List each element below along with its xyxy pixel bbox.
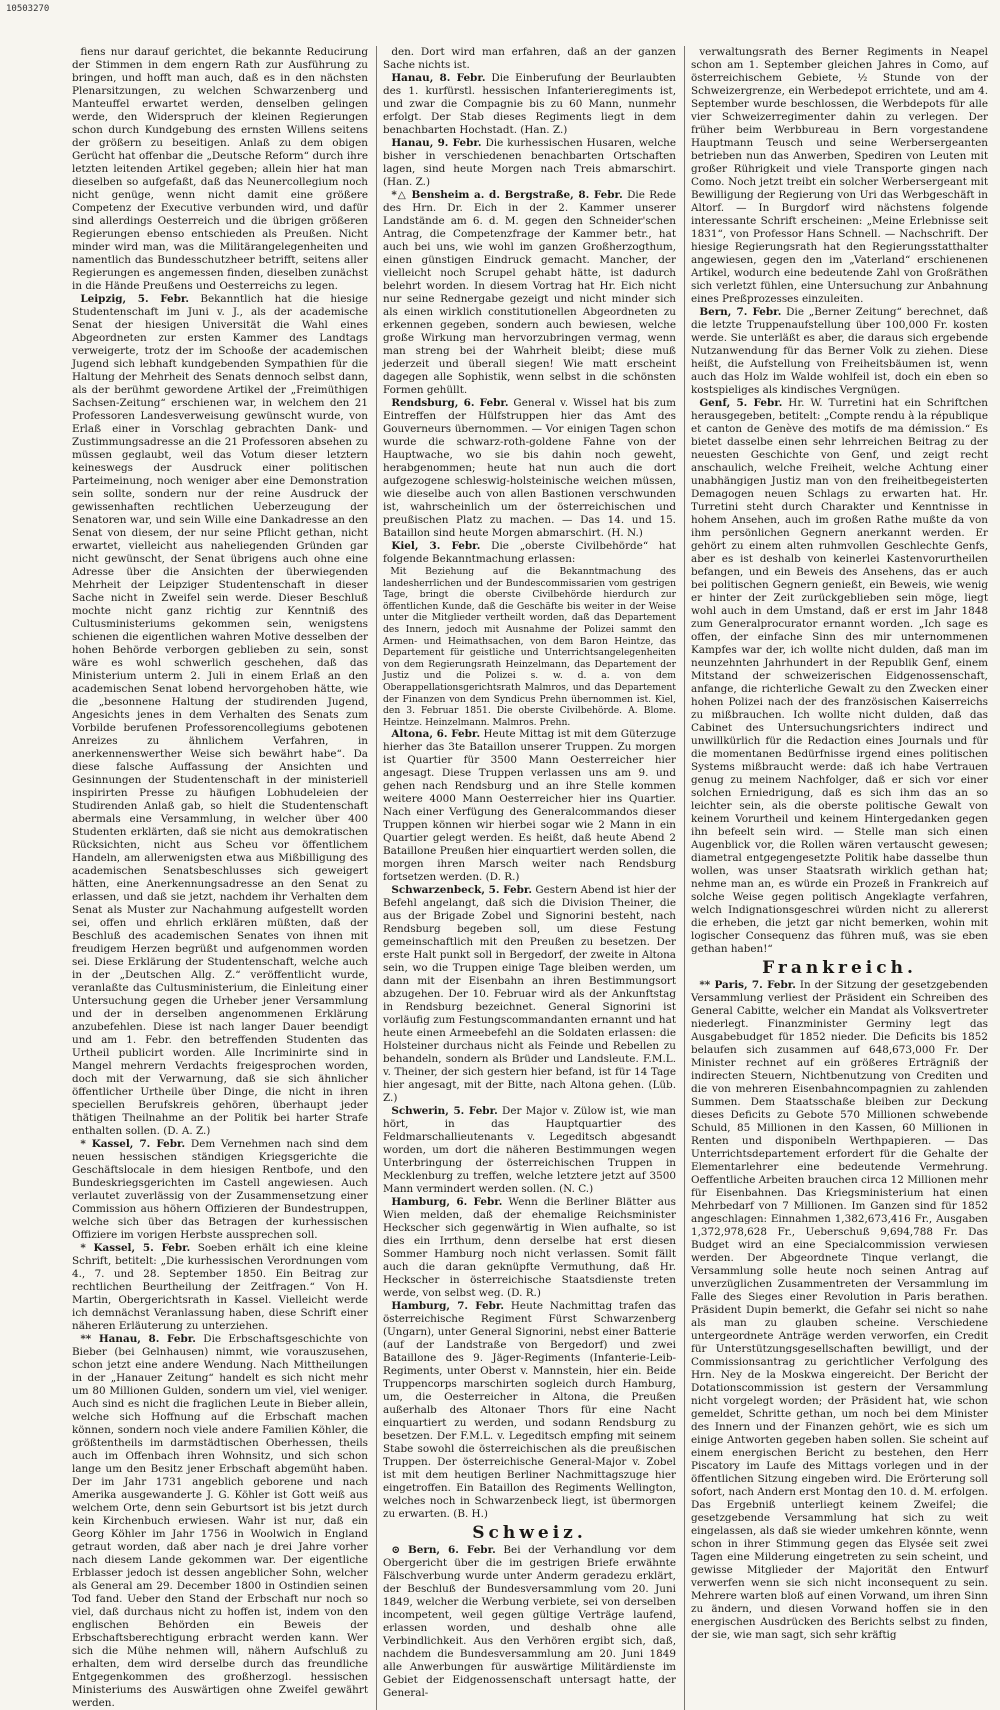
column-3 — [684, 46, 988, 1710]
article-paragraph — [72, 46, 368, 293]
article-dateline: Altona, 6. Febr. — [391, 728, 481, 741]
article-text: Die Einberufung der Beurlaubten des 1. kurfürstl. hessischen Infanterieregiments ist, und zwar die Compagnie bis zu 60 Mann, nunmehr erfolgt. Der Stab dieses Regiments liegt in dem benachbarten Hochstadt. (Han. Z.) — [383, 72, 676, 136]
article-text: General v. Wissel hat bis zum Eintreffen der Hülfstruppen hier das Amt des Gouverneurs übernommen. — Vor einigen Tagen schon wurde die schwarz-roth-goldene Fahne von der Hauptwache, wo sie bis dahin noch geweht, herabgenommen; heute hat nun auch die dort aufgezogene schleswig-holsteinische weichen müssen, wie dieselbe auch von allen Bastionen verschwunden ist, wahrscheinlich um der österreichischen und preußischen Platz zu machen. — Das 14. und 15. Bataillon sind heute Morgen abmarschirt. (H. N.) — [383, 397, 676, 539]
article-paragraph — [383, 728, 676, 884]
article-text: Mit Beziehung auf die Bekanntmachung des landesherrlichen und der Bundescommissarien vom gestrigen Tage, bringt die oberste Civilbehörde hierdurch zur öffentlichen Kunde, daß die Geschäfte bis weiter in der Weise unter die Mitglieder vertheilt worden, daß das Departement des Innern, jedoch mit Ausnahme der Polizei sammt den Armen- und Heimathsachen, von dem Baron Heintze, das Departement für geistliche und Unterrichtsangelegenheiten von dem Regierungsrath Heinzelmann, das Departement der Justiz und die Polizei s. w. d. a. von dem Oberappellationsgerichtsrath Malmros, und das Departement der Finanzen von dem Syndicus Prehn übernommen ist. Kiel, den 3. Februar 1851. Die oberste Civilbehörde. A. Blome. Heintze. Heinzelmann. Malmros. Prehn. — [383, 566, 676, 728]
article-dateline: Schwarzenbeck, 5. Febr. — [391, 884, 532, 897]
article-paragraph — [383, 1544, 676, 1700]
article-text: Dem Vernehmen nach sind dem neuen hessischen ständigen Kriegsgerichte die Geschäftslocale in dem hiesigen Rentbofe, und den Bundeskriegsgerichten im Castell angewiesen. Auch verlautet zuverlässig von der Zusammensetzung einer Commission aus höhern Offizieren der Bundestruppen, welche sich über das Betragen der kurhessischen Offiziere im vorigen Herbste aussprechen soll. — [72, 1138, 368, 1241]
section-heading: Frankreich. — [762, 958, 917, 978]
article-dateline: *△ Bensheim a. d. Bergstraße, 8. Febr. — [391, 189, 623, 201]
section-heading: Schweiz. — [472, 1523, 587, 1544]
article-dateline: ** Hanau, 8. Febr. — [80, 1333, 196, 1345]
article-dateline: Rendsburg, 6. Febr. — [391, 397, 509, 409]
article-text: Die „Berner Zeitung“ berechnet, daß die letzte Truppenaufstellung über 100,000 Fr. kosten werde. Sie unterläßt es aber, die daraus sich ergebende Nutzanwendung für das Berner Volk zu ziehen. Diese heißt, die Aufstellung von Freiheitsbäumen ist, wenn auch das Holz im Walde wohlfeil ist, doch ein eben so kostspieliges als kindisches Vergnügen. — [691, 306, 988, 396]
article-text: Die „oberste Civilbehörde“ hat folgende Bekanntmachung erlassen: — [383, 540, 676, 565]
article-paragraph — [383, 566, 676, 728]
article-dateline: ** Paris, 7. Febr. — [699, 979, 796, 991]
article-paragraph — [383, 540, 676, 566]
article-dateline: Kiel, 3. Febr. — [391, 540, 481, 552]
article-dateline: Hanau, 9. Febr. — [391, 137, 482, 149]
column-2 — [376, 46, 676, 1710]
article-text: Gestern Abend ist hier der Befehl angelangt, daß sich die Division Theiner, die aus der Brigade Zobel und Signorini besteht, nach Rendsburg begeben soll, um diese Festung gemeinschaftlich mit den Preußen zu besetzen. Der erste Halt punkt soll in Bergedorf, der zweite in Altona sein, wo die Truppen einige Tage bleiben werden, um dann mit der Eisenbahn an ihren Bestimmungsort abzugehen. Der 10. Februar wird als der Ankunftstag in Rendsburg bezeichnet. General Signorini ist vorläufig zum Festungscommandanten ernannt und hat heute einen Armeebefehl an die Soldaten erlassen: die Holsteiner durchaus nicht als Feinde und Rebellen zu behandeln, sondern als Brüder und Landsleute. F.M.L. v. Theiner, der sich gestern hier befand, ist für 14 Tage hier angesagt, mit der Bitte, nach Altona gehen. (Lüb. Z.) — [383, 884, 676, 1105]
article-dateline: Hanau, 8. Febr. — [391, 72, 486, 84]
article-text: In der Sitzung der gesetzgebenden Versammlung verliest der Präsident ein Schreiben des General Cabitte, welcher ein Mandat als Volksvertreter niederlegt. Finanzminister Germiny legt das Ausgabebudget für 1852 nieder. Die Deficits bis 1852 belaufen sich zusammen auf 648,673,000 Fr. Der Minister rechnet auf ein größeres Erträgniß der indirecten Steuern, Nichtbenutzung von Crediten und die von mehreren Eisenbahncompagnien zu zahlenden Summen. Dem Staatsschaße bleiben zur Deckung dieses Deficits zu Gebote 570 Millionen schwebende Schuld, 85 Millionen in den Kassen, 60 Millionen in Renten und disponibeln Werthpapieren. — Das Unterrichtsdepartement erfordert für die Gehalte der Elementarlehrer eine bedeutende Vermehrung. Oeffentliche Arbeiten brauchen circa 12 Millionen mehr für Eisenbahnen. Das Kriegsministerium hat einen Mehrbedarf von 7 Millionen. Im Ganzen sind für 1852 angeschlagen: Einnahmen 1,382,673,416 Fr., Ausgaben 1,372,978,628 Fr., Ueberschuß 9,694,788 Fr. Das Budget wird an eine Specialcommission verwiesen werden. Der Abgeordnete Tinque verlangt, die Versammlung solle heute noch seinen Antrag auf unverzüglichen Zusammentreten der Versammlung im Falle des Sieges einer Revolution in Paris berathen. Präsident Dupin bemerkt, die Gefahr sei nicht so nahe als man zu glauben scheine. Verschiedene untergeordnete Anträge werden verworfen, ein Credit für Unterstützungsgesellschaften bewilligt, und der Commissionsantrag zu gerichtlicher Verfolgung des Hrn. Ney de la Moskwa eingereicht. Der Bericht der Dotationscommission ist gestern der Versammlung nicht vorgelegt worden; der Präsident hat, wie schon gemeldet, Schritte gethan, um noch bei dem Minister des Innern und der Finanzen gehört, wie es sich um einige Antworten gegeben haben sollen. Sie scheint auf einem energischen Bericht zu bestehen, den Herr Piscatory im Laufe des Mittags vorlegen und in der öffentlichen Sitzung eingeben wird. Die Erörterung soll sofort, nach Andern erst Montag den 10. d. M. erfolgen. Das Ergebniß unterliegt keinem Zweifel; die gesetzgebende Versammlung hat sich zu weit eingelassen, als daß sie wieder umkehren könnte, wenn schon in ihrer Stimmung gegen das Elysée seit zwei Tagen eine Milderung eingetreten zu sein scheint, und gewisse Mitglieder der Majorität den Entwurf verwerfen wenn sie sich nicht inconsequent zu sein. Mehrere warten bloß auf einen Vorwand, um ihren Sinn zu ändern, und diesen Vorwand hoffen sie in den energischen Ausdrücken des Berichts selbst zu finden, der sie, wie man sagt, sich sehr kräftig — [691, 979, 988, 1641]
article-paragraph — [383, 137, 676, 189]
column-1 — [72, 46, 368, 1710]
article-dateline: * Kassel, 7. Febr. — [80, 1138, 186, 1150]
article-paragraph — [383, 1196, 676, 1300]
article-text: Bekanntlich hat die hiesige Studentenschaft im Juni v. J., als der academische Senat der hiesigen Universität die Wahl eines Abgeordneten zur ersten Kammer des Landtags verweigerte, trotz der im Schooße der academischen Jugend sich lebhaft kundgebenden Sympathien für die Haltung der Mehrheit des Senats dennoch selbst dann, als der berühmt gewordene Artikel der „Freimüthigen Sachsen-Zeitung“ erschienen war, in welchem den 21 Professoren Landesverweisung gewünscht wurde, von Erlaß einer in Vorschlag gebrachten Dank- und Zustimmungsadresse an die 21 Professoren absehen zu müssen geglaubt, weil das Votum dieser letztern keineswegs der Ausdruck einer politischen Parteimeinung, noch weniger aber eine Demonstration sein sollte, sondern nur der reine Ausdruck der gewissenhaften rechtlichen Ueberzeugung der Senatoren war, und sein Wille eine Dankadresse an den Senat von diesem, der nur seine Pflicht gethan, nicht erwartet, vielleicht aus naheliegenden Gründen gar nicht gewünscht, der Senat übrigens auch ohne eine Adresse über die Ansichten der überwiegenden Mehrheit der Leipziger Studentenschaft in dieser Sache nicht in Zweifel sein werde. Dieser Beschluß mochte nicht ganz richtig zur Kenntniß des Cultusministeriums gekommen sein, wenigstens schienen die eigentlichen wahren Motive desselben der hohen Behörde verborgen geblieben zu sein, sonst wäre es wohl schwerlich geschehen, daß das Ministerium unterm 2. Juli in einem Erlaß an den academischen Senat lobend hervorgehoben hätte, wie die „besonnene Haltung der studirenden Jugend, Angesichts jenes in dem Verhalten des Senats zum Vorbilde berufenen Professorencollegiums gebotenen Anreizes zu ähnlichem Verfahren, in anerkennenswerther Weise sich bewährt habe“. Da diese falsche Auffassung der Ansichten und Gesinnungen der Studentenschaft in der ministeriell inspirirten Presse zu häufigen Lobhudeleien der Studirenden Anlaß gab, so hielt die Studentenschaft abermals eine Versammlung, in welcher über 400 Studenten erklärten, daß sie nicht aus demokratischen Rücksichten, nicht aus Scheu vor öffentlichem Handeln, am allerwenigsten etwa aus Mißbilligung des academischen Senatsbeschlusses sich geweigert hätten, eine Anerkennungsadresse an den Senat zu erlassen, und daß sie jetzt, nachdem ihr Verhalten dem Senat als Muster zur Nachahmung aufgestellt worden sei, offen und ehrlich erklären müßten, daß der Beschluß des academischen Senates von ihnen mit freudigem Herzen begrüßt und aufgenommen worden sei. Diese Erklärung der Studentenschaft, welche auch in der „Deutschen Allg. Z.“ veröffentlicht wurde, veranlaßte das Cultusministerium, die Einleitung einer Untersuchung gegen die Urheber jener Versammlung und der in derselben angenommenen Erklärung anzubefehlen. Diese ist nach langer Dauer beendigt und am 1. Febr. den betreffenden Studenten das Urtheil publicirt worden. Alle Incriminirte sind in Mangel mehrern Verdachts freigesprochen worden, doch mit der Verwarnung, daß sie sich ähnlicher öffentlicher Urtheile über Dinge, die nicht in ihren speciellen Berufskreis gehören, überhaupt jeder thätigen Theilnahme an der Politik bei harter Strafe enthalten sollen. (D. A. Z.) — [72, 293, 368, 1137]
article-paragraph — [691, 397, 988, 956]
article-paragraph — [691, 46, 988, 306]
article-dateline: * Kassel, 5. Febr. — [80, 1242, 191, 1254]
article-dateline: ⊙ Bern, 6. Febr. — [391, 1544, 496, 1557]
article-paragraph — [72, 1333, 368, 1710]
article-paragraph — [383, 1300, 676, 1521]
article-dateline: Bern, 7. Febr. — [699, 306, 782, 318]
article-text: Die Rede des Hrn. Dr. Eich in der 2. Kammer unserer Landstände am 6. d. M. gegen den Schneider'schen Antrag, die Competenzfrage der Kammer betr., hat auch bei uns, wie wohl im ganzen Großherzogthum, einen günstigen Eindruck gemacht. Mancher, der vielleicht noch Scrupel gehabt hätte, ist dadurch belehrt worden. In diesem Vortrag hat Hr. Eich nicht nur seine Rednergabe gezeigt und nicht minder sich als einen wirklich constitutionellen Abgeordneten zu erkennen gegeben, sondern auch bewiesen, welche große Wirkung man hervorzubringen vermag, wenn man streng bei der Wahrheit bleibt; diese muß jederzeit und überall siegen! Wie matt erscheint dagegen alle Sophistik, wenn selbst in die schönsten Formen gehüllt. — [383, 189, 676, 396]
article-paragraph — [383, 884, 676, 1105]
article-dateline: Genf, 5. Febr. — [699, 397, 783, 409]
article-paragraph — [691, 979, 988, 1642]
article-text: Wenn die Berliner Blätter aus Wien melden, daß der ehemalige Reichsminister Heckscher sich gegenwärtig in Wien aufhalte, so ist dies ein Irrthum, denn derselbe hat erst diesen Sommer Hamburg noch nicht verlassen. Somit fällt auch die daran geknüpfte Vermuthung, daß Hr. Heckscher in österreichische Staatsdienste treten werde, von selbst weg. (D. R.) — [383, 1196, 677, 1300]
archive-page-id: 10503270 — [6, 4, 50, 14]
article-text: Die Erbschaftsgeschichte von Bieber (bei Gelnhausen) nimmt, wie vorauszusehen, schon jetzt eine andere Wendung. Nach Mittheilungen in der „Hanauer Zeitung“ handelt es sich nicht mehr um 80 Millionen Gulden, sondern um viel, viel weniger. Auch sind es nicht die fraglichen Leute in Bieber allein, welche sich Hoffnung auf die Erbschaft machen können, sondern noch viele andere Familien Köhler, die größtentheils im darmstädtischen Oberhessen, theils auch im Offenbach ihren Wohnsitz, und sich schon lange um den Besitz jener Erbschaft abgemüht haben. Der im Jahr 1731 angeblich geborene und nach Amerika ausgewanderte J. G. Köhler ist Gott weiß aus welchem Orte, denn sein Geburtsort ist bis jetzt durch kein Kirchenbuch erwiesen. Wahr ist nur, daß ein Georg Köhler im Jahr 1756 in Woolwich in England getraut worden, daß aber nach je drei Jahre vorher nach diesem Lande gekommen war. Der eigentliche Erblasser jedoch ist dessen angeblicher Sohn, welcher als General am 29. December 1800 in Ostindien seinen Tod fand. Ueber den Stand der Erbschaft nur noch so viel, daß durchaus nicht zu hoffen ist, indem von den englischen Behörden ein Beweis der Erbschaftsberechtigung erbracht werden kann. Wer sich die Mühe nehmen will, nähern Aufschluß zu erhalten, dem wird derselbe durch das freundliche Entgegenkommen des großherzogl. hessischen Ministeriums des Auswärtigen ohne Zweifel gewährt werden. — [72, 1333, 368, 1709]
article-text: den. Dort wird man erfahren, daß an der ganzen Sache nichts ist. — [383, 46, 676, 71]
article-text: fiens nur darauf gerichtet, die bekannte Reducirung der Stimmen in dem engern Rath zur Ausführung zu bringen, und hofft man auch, daß es in den nächsten Plenarsitzungen, zu welchen Schwarzenberg und Manteuffel erwartet werden, denselben gelingen werde, den Widerspruch der kleinen Regierungen schon durch Kundgebung des ernsten Willens seitens der größern zu beseitigen. Anlaß zu dem obigen Gerücht hat offenbar die „Deutsche Reform“ durch ihre letzten leitenden Artikel gegeben; allein hier hat man dieselben so aufgefaßt, daß das Neunercollegium noch nicht genüge, wenn nicht damit eine größere Competenz der Executive verbunden wird, und dafür sind allerdings Oesterreich und die übrigen größeren Regierungen ebenso entschieden als Preußen. Nicht minder wird man, was die Militärangelegenheiten und namentlich das Bundesschutzheer betrifft, seitens aller Regierungen es angemessen finden, dieselben zunächst in die Hände Preußens und Oesterreichs zu legen. — [72, 46, 368, 292]
article-paragraph — [383, 189, 676, 397]
newspaper-columns — [72, 46, 989, 1709]
article-text: verwaltungsrath des Berner Regiments in Neapel schon am 1. September gleichen Jahres in Como, auf österreichischem Gebiete, ½ Stunde von der Schweizergrenze, ein Werbedepot errichtete, und am 4. September wurde beschlossen, die Werbdepots für alle vier Schweizerregimenter dahin zu verlegen. Der früher beim Werbbureau in Bern vorgestandene Hauptmann Teusch und seine Werbersergeanten betrieben nun das Anwerben, Spediren von Leuten mit großer Rührigkeit und viele Transporte gingen nach Como. Noch jetzt treibt ein solcher Werbersergeant mit Bewilligung der Regierung von Uri das Werbgeschäft in Altorf. — In Burgdorf wird nächstens folgende interessante Schrift erscheinen: „Meine Erlebnisse seit 1831“, von Professor Hans Schnell. — Nachschrift. Der hiesige Regierungsrath hat den Regierungsstatthalter angewiesen, gegen den im „Vaterland“ erschienenen Artikel, wodurch eine bedeutende Zahl von Großräthen sich verletzt fühlen, eine Untersuchung zur Anbahnung eines Preßprozesses einzuleiten. — [691, 46, 988, 305]
article-dateline: Leipzig, 5. Febr. — [80, 293, 190, 305]
article-paragraph — [383, 1105, 676, 1196]
article-paragraph — [691, 306, 988, 397]
article-text: Bei der Verhandlung vor dem Obergericht über die im gestrigen Briefe erwähnte Fälschverbung wurde unter Anderm geradezu erklärt, der Beschluß der Bundesversammlung vom 20. Juni 1849, welcher die Werbung verbiete, sei von derselben incompetent, weil gegen gültige Verträge laufend, erlassen worden, und deshalb ohne alle Verbindlichkeit. Aus den Verhören ergibt sich, daß, nachdem die Bundesversammlung am 20. Juni 1849 alle Anwerbungen für auswärtige Militärdienste im Gebiet der Eidgenossenschaft untersagt hatte, der General- — [383, 1544, 676, 1700]
article-dateline: Schwerin, 5. Febr. — [391, 1105, 498, 1118]
article-text: Heute Mittag ist mit dem Güterzuge hierher das 3te Bataillon unserer Truppen. Zu morgen ist Quartier für 3500 Mann Oesterreicher hier angesagt. Diese Truppen verlassen uns am 9. und gehen nach Rendsburg und an ihre Stelle kommen weitere 4000 Mann Oesterreicher hier ins Quartier. Nach einer Verfügung des Generalcommandos dieser Truppen können wir hierbei sogar wie 2 Mann in ein Quartier gelegt werden. Es heißt, daß heute Abend 2 Bataillone Preußen hier einquartiert werden sollen, die morgen ihren Marsch weiter nach Rendsburg fortsetzen werden. (D. R.) — [383, 728, 676, 884]
article-paragraph — [383, 46, 676, 72]
article-paragraph — [72, 1138, 368, 1242]
article-text: Die kurhessischen Husaren, welche bisher in verschiedenen benachbarten Ortschaften lagen, sind heute Morgen nach Treis abmarschirt. (Han. Z.) — [383, 137, 676, 188]
article-dateline: Hamburg, 7. Febr. — [391, 1300, 505, 1313]
article-text: Der Major v. Zülow ist, wie man hört, in das Hauptquartier des Feldmarschallieutenants v. Legeditsch abgesandt worden, um dort die näheren Bestimmungen wegen Unterbringung der österreichischen Truppen in Mecklenburg zu treffen, welche letztere jetzt auf 3500 Mann vermindert werden sollen. (N. C.) — [383, 1105, 676, 1196]
article-text: Hr. W. Turretini hat ein Schriftchen herausgegeben, betitelt: „Compte rendu à la république et canton de Genève des motifs de ma démission.“ Es bietet dasselbe einen sehr lehrreichen Beitrag zu der neuesten Geschichte von Genf, und zeigt recht anschaulich, welche Freiheit, welche Achtung einer unabhängigen Justiz man von den freiheitbegeisterten Demagogen neuen Schlags zu erwarten hat. Hr. Turretini steht durch Charakter und Kenntnisse in hohem Ansehen, auch im großen Rathe mußte da von ihm persönlichen Gegnern anerkannt werden. Er gehört zu einem alten ruhmvollen Geschlechte Genfs, aber es ist deshalb von keinerlei Kastenvorurtheilen befangen, und ein Beweis des Ansehens, das er auch bei politischen Gegnern genießt, ein Beweis, wie wenig er hinter der Zeit zurückgeblieben sein möge, liegt wohl auch in dem Umstand, daß er erst im Jahr 1848 zum Generalprocurator ernannt worden. „Ich sage es offen, der einfache Sinn des mir unternommenen Kampfes war der, ich wollte nicht dulden, daß man im neunzehnten Jahrhundert in der Republik Genf, einem Mitstand der schweizerischen Eidgenossenschaft, anfange, die richterliche Gewalt zu den Zwecken einer hohen Polizei nach der des französischen Kaiserreichs zu mißbrauchen. Ich wollte nicht dulden, daß das Cabinet des Untersuchungsrichters indirect und unwillkürlich für die Redaction eines Journals und für die momentanen Bedürfnisse irgend eines politischen Systems mißbraucht werde: daß ich habe Vertrauen genug zu meinem Nachfolger, daß er sich vor einer solchen Erniedrigung, daß es sich ihm das an so leichter sein, als die oberste politische Gewalt von keinem Vorurtheil und keinem Hintergedanken gegen ihn befeelt sein wird. — Stelle man sich einen Augenblick vor, die Rollen wären vertauscht gewesen; diametral entgegengesetzte Politik habe dasselbe thun wollen, was unser Staatsrath wirklich gethan hat; nehme man an, es würde ein Prozeß in Frankreich auf solche Weise gegen politisch Angeklagte verfahren, welch Indignationsgeschrei würden nicht zu allererst die erheben, die jetzt gar nicht bemerken, wohin mit logischer Consequenz das führen muß, was sie eben gethan haben!“ — [691, 397, 989, 955]
article-text: Heute Nachmittag trafen das österreichische Regiment Fürst Schwarzenberg (Ungarn), unter General Signorini, nebst einer Batterie (auf der Landstraße von Bergedorf) und zwei Bataillone des 9. Jäger-Regiments (Infanterie-Leib-Regiments, unter Oberst v. Mannstein, hier ein. Beide Truppencorps marschirten sogleich durch Hamburg, um, die Oesterreicher in Altona, die Preußen außerhalb des Altonaer Thors für eine Nacht einquartiert zu werden, und sodann Rendsburg zu besetzen. Der F.M.L. v. Legeditsch empfing mit seinem Stabe sowohl die österreichischen als die preußischen Truppen. Der österreichische General-Major v. Zobel ist mit dem heutigen Berliner Nachmittagszuge hier eingetroffen. Ein Bataillon des Regiments Wellington, welches noch in Schwarzenbeck liegt, ist übermorgen zu erwarten. (B. H.) — [383, 1300, 676, 1521]
article-dateline: Hamburg, 6. Febr. — [391, 1196, 503, 1209]
article-paragraph — [383, 72, 676, 137]
article-paragraph — [72, 1242, 368, 1333]
article-paragraph — [72, 293, 368, 1138]
article-text: Soeben erhält ich eine kleine Schrift, betitelt: „Die kurhessischen Verordnungen vom 4., 7. und 28. September 1850. Ein Beitrag zur rechtlichen Beurtheilung der Zeitfragen.“ Von H. Martin, Obergerichtsrath in Kassel. Vielleicht werde ich demnächst Veranlassung haben, diese Schrift einer näheren Erläuterung zu unterziehen. — [72, 1242, 369, 1332]
article-paragraph — [383, 397, 676, 540]
